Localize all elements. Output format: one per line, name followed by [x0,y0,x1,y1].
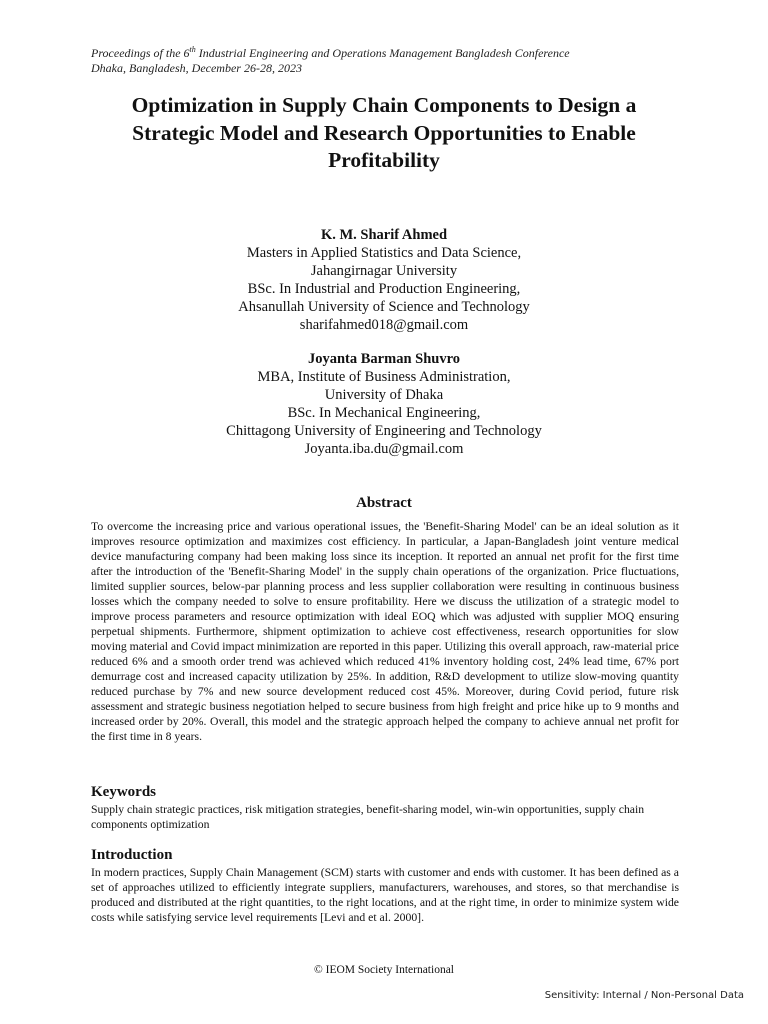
keywords-heading: Keywords [91,784,156,800]
author-email: Joyanta.iba.du@gmail.com [304,441,464,457]
sensitivity-label: Sensitivity: Internal / Non-Personal Data [544,990,744,1001]
author-affiliation-line: University of Dhaka [324,387,444,403]
author-affiliation-line: MBA, Institute of Business Administration, [257,369,511,385]
author-affiliation-line: Chittagong University of Engineering and Technology [226,423,542,439]
proceedings-line-2: Dhaka, Bangladesh, December 26-28, 2023 [91,61,302,75]
proceedings-line-1-rest: Industrial Engineering and Operations Management Bangladesh Conference [195,46,570,60]
author-email: sharifahmed018@gmail.com [299,317,469,333]
abstract-heading: Abstract [356,495,412,511]
author-affiliation-line: BSc. In Industrial and Production Engineering, [247,281,521,297]
proceedings-line-1-text: Proceedings of the 6 [91,46,190,60]
author-name: Joyanta Barman Shuvro [307,351,460,367]
introduction-text: In modern practices, Supply Chain Management (SCM) starts with customer and ends with customer. It has been defined as a set of approaches utilized to efficiently integrate suppliers, manufacturers, warehouses, and stores, so that merchandise is produced and distributed at the right quantities, to the right locations, and at the right time, in order to minimize system wide costs while satisfying service level requirements [Levi and et al. 2000]. [91,866,679,924]
introduction-heading: Introduction [91,847,173,863]
keywords-text: Supply chain strategic practices, risk mitigation strategies, benefit-sharing model, win-win opportunities, supply chain components optimization [91,803,645,831]
author-affiliation-line: Masters in Applied Statistics and Data Science, [246,245,522,261]
author-affiliation-line: Jahangirnagar University [310,263,458,279]
paper-title: Optimization in Supply Chain Components to Design a Strategic Model and Research Opportunities to Enable Profitability [131,93,637,172]
author-affiliation-line: Ahsanullah University of Science and Technology [238,299,530,315]
proceedings-ordinal-suffix: th [189,45,196,54]
author-block-2 [90,350,678,458]
author-block-1 [90,226,678,334]
copyright-footer: © IEOM Society International [314,964,454,976]
abstract-text: To overcome the increasing price and various operational issues, the 'Benefit-Sharing Model' can be an ideal solution as it improves resource optimization and maximizes cost efficiency. In particular, a Japan-Bangladesh joint venture medical device manufacturing company had been making loss since its inception. It reported an annual net profit for the first time after the introduction of the 'Benefit-Sharing Model' in the supply chain operations of the organization. Price fluctuations, limited supplier sources, below-par planning process and less supplier collaboration were resulting in continuous business losses which the company needed to solve to ensure profitability. Here we discuss the utilization of a strategic model to improve process parameters and resource optimization with ideal EOQ which was adjusted with supplier MOQ ensuring perpetual shipments. Furthermore, shipment optimization to achieve cost effectiveness, research opportunities for slow moving material and Covid impact minimization are reported in this paper. Utilizing this overall approach, raw-material price reduced 6% and a smooth order trend was achieved which reduced 41% inventory holding cost, 24% lead time, 67% port demurrage cost and increased capacity utilization by 25%. In addition, R&D development to utilize slow-moving quantity reduced purchase by 7% and new source development reduced cost 45%. Moreover, during Covid period, future risk assessment and strategic business negotiation helped to secure business from high freight and price hike up to 9 months and increased order by 20%. Overall, this model and the strategic approach helped the company to achieve annual net profit for the first time in 8 years. [91,520,679,743]
proceedings-line-1 [91,46,691,61]
author-affiliation-line: BSc. In Mechanical Engineering, [287,405,481,421]
proceedings-header [91,46,691,76]
author-name: K. M. Sharif Ahmed [320,227,448,243]
